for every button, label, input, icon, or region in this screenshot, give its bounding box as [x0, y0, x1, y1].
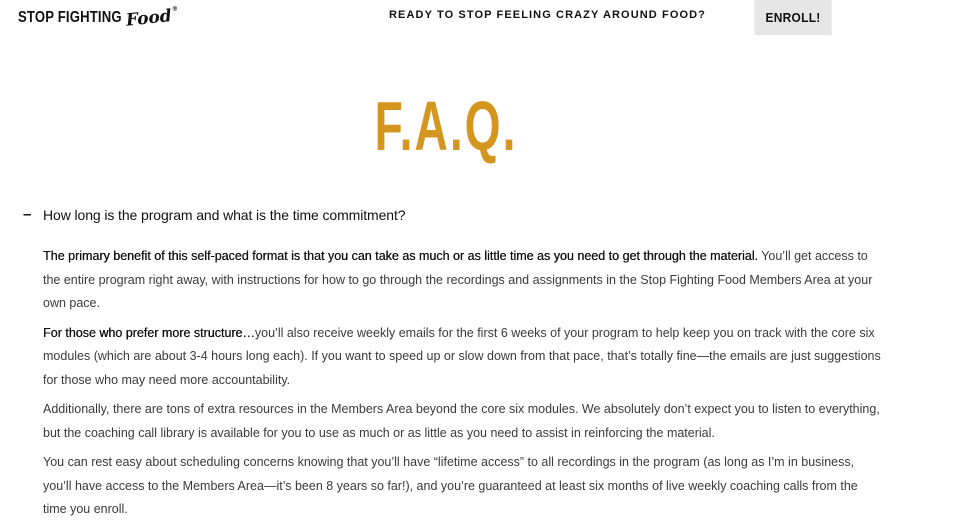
faq-answer: [43, 245, 883, 525]
collapse-minus-icon: –: [23, 206, 32, 223]
faq-question-toggle[interactable]: [23, 206, 405, 224]
answer-p1-rest: You’ll get access to the entire program right away, with instructions for how to go through the recordings and assignments in the Stop Fighting Food Members Area at your own pace.: [43, 249, 873, 310]
page-title: F.A.Q.: [374, 87, 518, 165]
answer-paragraph-1: [43, 245, 883, 316]
answer-p2-rest: you’ll also receive weekly emails for the first 6 weeks of your program to help keep you on track with the core six modules (which are about 3-4 hours long each). If you want to speed up or slow down from that pace, that’s totally fine—the emails are just suggestions for those who may need more accountability.: [43, 325, 881, 387]
answer-paragraph-3: Additionally, there are tons of extra resources in the Members Area beyond the core six modules. We absolutely don’t expect you to listen to everything, but the coaching call library is available for you to use as much or as little as you need to assist in reinforcing the material.: [43, 402, 880, 440]
answer-paragraph-2: [43, 322, 883, 393]
header-tagline: READY TO STOP FEELING CRAZY AROUND FOOD?: [389, 9, 706, 21]
answer-p1-lead: The primary benefit of this self-paced format is that you can take as much or as little time as you need to get through the material.: [43, 249, 758, 263]
logo-text: STOP FIGHTING: [18, 9, 122, 26]
faq-question-text: How long is the program and what is the time commitment?: [43, 207, 406, 223]
answer-p2-lead: For those who prefer more structure…: [43, 325, 255, 340]
enroll-button[interactable]: ENROLL!: [754, 0, 831, 35]
logo-trademark: ®: [172, 5, 179, 13]
top-bar: [0, 0, 974, 36]
answer-paragraph-4: You can rest easy about scheduling concerns knowing that you’ll have “lifetime access” to all recordings in the program (as long as I’m in business, you’ll have access to the Members Area—it’s been 8 years so far!), and you’re guaranteed at least six months of live weekly coaching calls from the time you enroll.: [43, 455, 858, 516]
site-logo[interactable]: [18, 6, 179, 30]
logo-script: Food®: [125, 5, 179, 31]
